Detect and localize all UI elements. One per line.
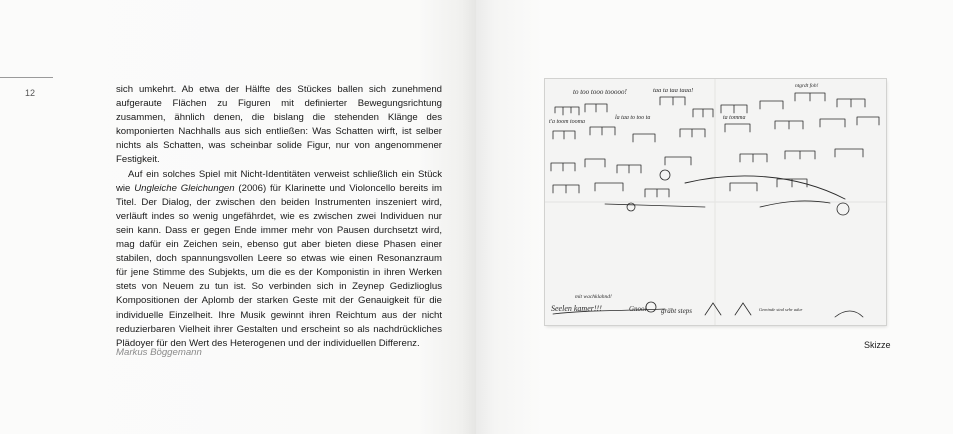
figure-caption: Skizze [864,340,891,350]
right-page [476,0,953,434]
sketch-drawing [545,79,886,325]
sketch-note-top-mid: taa ta taa taaa! [653,87,694,94]
essay-text [116,83,442,351]
sketch-image [545,79,886,325]
sketch-note-row2-c: ta tomma [723,115,746,121]
page-number-rule [0,77,53,78]
paragraph-2-text-before: Auf ein solches Spiel mit Nicht-Identitäten verweist schließlich ein Stück wie [116,168,442,194]
author-name: Markus Böggemann [116,347,202,358]
sketch-note-right-top: ntgrdt foh! [795,83,819,89]
paragraph-1: sich umkehrt. Ab etwa der Hälfte des Stückes ballen sich zunehmend aufgeraute Flächen zu Figuren mit definierter Bewegungsrichtung zusammen, ähnlich denen, die bislang die stehenden Klänge des komponierten Nachhalls aus sich entließen: Was Schatten wirft, ist selber nichts als Schatten, was scheinbar solide Figur, nur von angenommener Festigkeit. [116,84,442,166]
sketch-note-bottom-small: Geminde sind sehr adur [759,307,803,312]
work-title: Ungleiche Gleichungen [134,182,235,194]
left-page [0,0,476,434]
sketch-note-row2-b: la taa to too ta [615,115,651,121]
paragraph-2 [116,168,442,351]
sketch-note-top-left: to too tooo tooooo! [573,88,627,96]
sketch-note-bottom-sub: mit wachklahnd! [575,294,612,300]
sketch-note-bottom-main-1: Seelen kamer!!! [551,304,602,313]
sketch-note-bottom-main-2: Gnool [629,305,647,313]
page-number: 12 [25,88,36,98]
sketch-note-bottom-main-3: gräbt steps [661,307,692,315]
paragraph-2-text-after: (2006) für Klarinette und Violoncello bereits im Titel. Der Dialog, der zwischen den beiden Instrumenten inszeniert wird, verläuft indes so wenig ungefährdet, wie es zwischen zwei Individuen nur sein kann. Dass er gegen Ende immer mehr von Pausen durchsetzt wird, mag dafür ein Zeichen sein, ebenso gut aber bieten diese Phasen einer stabilen, doch spannungsvollen Leere so etwas wie einen Resonanzraum für jene Stimme des Subjekts, um die es der Komponistin in ihren Werken stets von Neuem zu tun ist. So verbinden sich in Zeynep Gedizlioglus Kompositionen der Aplomb der starken Geste mit der Genauigkeit für die individuelle Einzelheit. Ihre Musik gewinnt ihren Reichtum aus der nicht reduzierbaren Vielheit ihrer Gestalten und erscheint so als nachdrückliches Plädoyer für den Wert des Heterogenen und der individuellen Differenz. [116,182,443,349]
sketch-note-row2-a: t'a toom tooma [549,119,585,125]
